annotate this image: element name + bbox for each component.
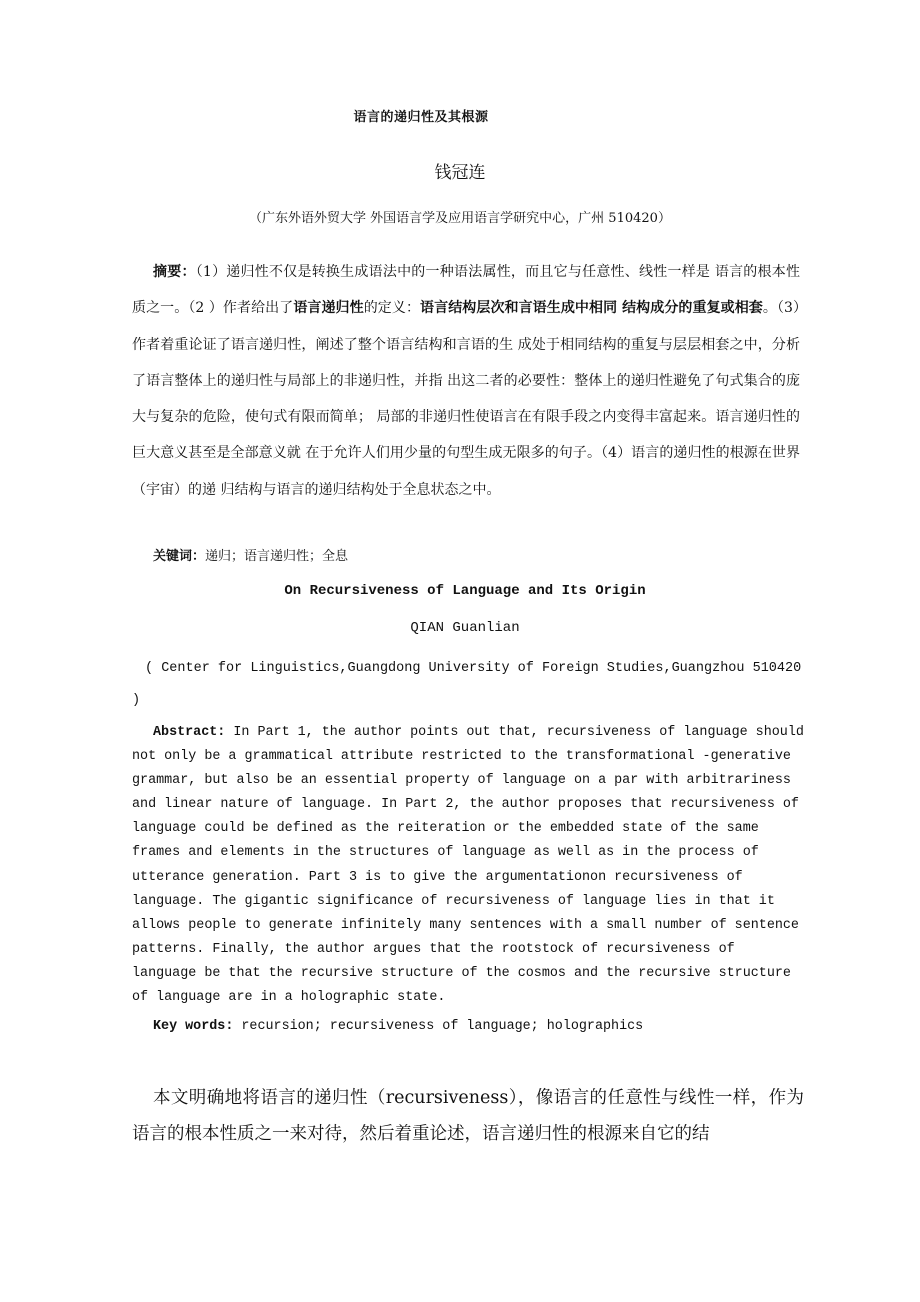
- author-name-cn: 钱冠连: [434, 163, 486, 183]
- paper-title-en: On Recursiveness of Language and Its Origin: [284, 583, 646, 599]
- abstract-label-cn: 摘要：: [153, 264, 196, 280]
- keywords-text-cn: 递归；语言递归性；全息: [205, 549, 349, 564]
- keywords-label-en: Key words:: [153, 1019, 234, 1034]
- affiliation-cn: （广东外语外贸大学 外国语言学及应用语言学研究中心，广州 510420）: [249, 211, 671, 226]
- abstract-en: [132, 721, 804, 1010]
- keywords-text-en: recursion; recursiveness of language; holographics: [233, 1019, 644, 1034]
- paper-title-cn: 语言的递归性及其根源: [353, 110, 489, 125]
- abstract-cn-part1: （1）递归性不仅是转换生成语法中的一种语法属性，而且它与任意性、线性一样是 语言的根本性质之一。（2 ）作者给出了: [132, 264, 801, 317]
- abstract-text-en: In Part 1, the author points out that, recursiveness of language should not only be a grammatical attribute restricted to the transformational -generative grammar, but also be an essential property of language on a par with arbitrariness and linear nature of language. In Part 2, the author proposes that recursiveness of language could be defined as the reiteration or the embedded state of the same frames and elements in the structures of language as well as in the process of utterance generation. Part 3 is to give the argumentationon recursiveness of language. The gigantic significance of recursiveness of language lies in that it allows people to generate infinitely many sentences with a small number of sentence patterns. Finally, the author argues that the rootstock of recursiveness of language be that the recursive structure of the cosmos and the recursive structure of language are in a holographic state.: [132, 725, 804, 1006]
- abstract-cn: [132, 254, 800, 508]
- abstract-cn-part2: 的定义：: [363, 300, 421, 317]
- keywords-en: [153, 1019, 643, 1034]
- keywords-label-cn: 关键词：: [153, 549, 206, 564]
- abstract-cn-definition: 语言结构层次和言语生成中相同 结构成分的重复或相套: [420, 300, 763, 317]
- affiliation-en: ( Center for Linguistics,Guangdong University of Foreign Studies,Guangzhou 510420 ): [132, 661, 802, 708]
- body-paragraph: 本文明确地将语言的递归性（recursiveness），像语言的任意性与线性一样，作为语言的根本性质之一来对待，然后着重论述，语言递归性的根源来自它的结: [132, 1088, 804, 1144]
- author-name-en: QIAN Guanlian: [410, 620, 520, 636]
- abstract-cn-term: 语言递归性: [293, 300, 364, 317]
- keywords-cn: [153, 545, 348, 564]
- abstract-cn-part3: 。（3）作者着重论证了语言递归性，阐述了整个语言结构和言语的生 成处于相同结构的重复与层层相套之中，分析了语言整体上的递归性与局部上的非递归性，并指 出这二者的必要性：整体上的递归性避免了句式集合的庞大与复杂的危险，使句式有限而简单； 局部的非递归性使语言在有限手段之内变得丰富起来。语言递归性的巨大意义甚至是全部意义就 在于允许人们用少量的句型生成无限多的句子。（4）语言的递归性的根源在世界（宇宙）的递 归结构与语言的递归结构处于全息状态之中。: [132, 300, 801, 498]
- abstract-label-en: Abstract:: [153, 725, 226, 740]
